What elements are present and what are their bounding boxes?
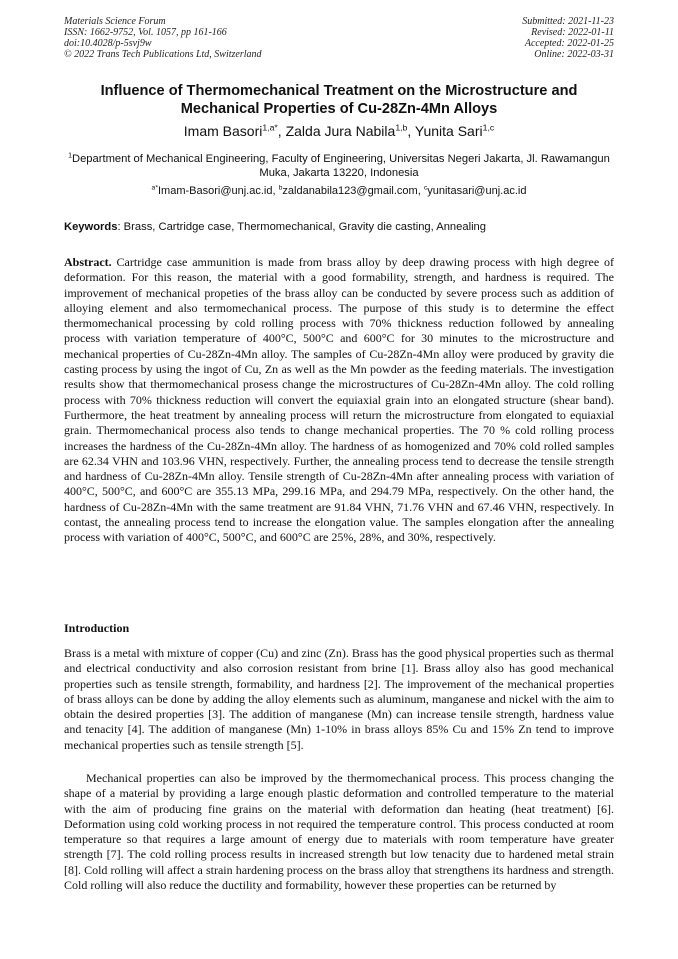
introduction-paragraph-1: Brass is a metal with mixture of copper (Cu) and zinc (Zn). Brass has the good physical properties such as thermal and electrical conductivity and also corrosion resistant from brine [1]. Brass alloy also has good mechanical properties such as tensile strength, formability, and hardness [2]. The improvement of the mechanical properties of brass alloys can be done by adding the alloy elements such as aluminum, manganese and nickel with the aim to obtain the desired properties [3]. The addition of manganese (Mn) can increase tensile strength, hardness value and tenacity [4]. The addition of manganese (Mn) 1-10% in brass alloys 85% Cu and 15% Zn tend to improve mechanical properties such as tensile strength [5]. xyxy=(64,646,614,752)
email-superscript: a* xyxy=(151,184,158,192)
author-separator: , xyxy=(407,123,415,139)
journal-issn: ISSN: 1662-9752, Vol. 1057, pp 161-166 xyxy=(64,27,227,38)
email-superscript: c xyxy=(423,184,428,192)
author-emails xyxy=(64,184,614,198)
email-address[interactable]: Imam-Basori@unj.ac.id xyxy=(157,185,273,197)
publication-dates xyxy=(522,16,614,60)
author-list xyxy=(64,123,614,139)
keywords-text: : Brass, Cartridge case, Thermomechanical, Gravity die casting, Annealing xyxy=(117,221,486,233)
date-accepted: Accepted: 2022-01-25 xyxy=(524,38,614,49)
author-name: Zalda Jura Nabila xyxy=(285,123,396,139)
email-superscript: b xyxy=(278,184,283,192)
keywords-label: Keywords xyxy=(64,221,118,233)
author-separator: , xyxy=(277,123,286,139)
journal-name: Materials Science Forum xyxy=(64,16,166,27)
journal-meta xyxy=(64,16,262,60)
introduction-paragraph-2: Mechanical properties can also be improved by the thermomechanical process. This process changing the shape of a material by providing a large enough plastic deformation and controlled temperature to the material with the aim of producing fine grains on the material with deformation dan heating (heat treatment) [6]. Deformation using cold working process in not required the temperature control. This process conducted at room temperature so that requires a large amount of energy due to materials with room temperature have greater strength [7]. The cold rolling process results in increased strength but low tenacity due to hardened metal strain [8]. Cold rolling will affect a strain hardening process on the brass alloy that strengthens its hardness and strength. Cold rolling will also reduce the ductility and formability, however these properties can be returned by xyxy=(64,771,614,893)
affiliation-text: Department of Mechanical Engineering, Faculty of Engineering, Universitas Negeri Jakarta, Jl. Rawamangun Muka, Jakarta 13220, Indonesia xyxy=(71,153,610,179)
author-name: Imam Basori xyxy=(183,123,263,139)
author-superscript: 1,a* xyxy=(262,122,278,133)
abstract xyxy=(64,255,614,546)
email-address[interactable]: zaldanabila123@gmail.com xyxy=(282,185,418,197)
section-heading-introduction: Introduction xyxy=(64,621,130,635)
author-name: Yunita Sari xyxy=(414,123,483,139)
keywords xyxy=(64,220,614,234)
journal-doi[interactable]: doi:10.4028/p-5svj9w xyxy=(64,38,152,49)
email-separator: , xyxy=(272,185,279,197)
email-separator: , xyxy=(417,185,424,197)
date-online: Online: 2022-03-31 xyxy=(534,49,614,60)
affiliation xyxy=(64,152,614,180)
abstract-label: Abstract. xyxy=(64,255,112,269)
affiliation-superscript: 1 xyxy=(68,152,72,160)
email-address[interactable]: yunitasari@unj.ac.id xyxy=(427,185,527,197)
date-revised: Revised: 2022-01-11 xyxy=(531,27,614,38)
author-superscript: 1,b xyxy=(395,122,408,133)
author-superscript: 1,c xyxy=(482,122,495,133)
journal-copyright: © 2022 Trans Tech Publications Ltd, Switzerland xyxy=(64,49,262,60)
date-submitted: Submitted: 2021-11-23 xyxy=(522,16,614,27)
abstract-text: Cartridge case ammunition is made from brass alloy by deep drawing process with high degree of deformation. For this reason, the material with a good formability, strength, and hardness is required. The improvement of mechanical propeties of the brass alloy can be conducted by severe process such as addition of alloying element and also termomechanical process. The purpose of this study is to determine the effect thermomechanical processing by cold rolling process with 70% thickness reduction followed by annealing process with variation temperature of 400°C, 500°C and 600°C for 30 minutes to the microstructure and mechanical properties of Cu-28Zn-4Mn alloy. The samples of Cu-28Zn-4Mn alloy were produced by gravity die casting process by using the ingot of Cu, Zn as well as the Mn powder as the feeding materials. The investigation results show that thermomechanical prosess change the microstructures of Cu-28Zn-4Mn alloy. The cold rolling process with 70% thickness reduction will convert the equiaxial grain into an elongated structure (shear band). Furthermore, the heat treatment by annealing process will return the microstructure from elongated to equiaxial grain. Thermomechanical process also tends to change mechanical properties. The 70 % cold rolling process increases the hardness of the Cu-28Zn-4Mn alloy. The hardness of as homogenized and 70% cold rolled samples are 62.34 VHN and 103.96 VHN, respectively. Further, the annealing process tend to decrease the tensile strength and hardness of Cu-28Zn-4Mn alloy. Tensile strength of Cu-28Zn-4Mn after annealing process with variation of 400°C, 500°C, and 600°C are 355.13 MPa, 299.16 MPa, and 294.79 MPa, respectively. On the other hand, the hardness of Cu-28Zn-4Mn with the same treatment are 91.84 VHN, 71.76 VHN and 67.46 VHN, respectively. In contast, the annealing process tend to increase the elongation value. The samples elongation after the annealing process with variation of 400°C, 500°C, and 600°C are 25%, 28%, and 30%, respectively. xyxy=(64,255,615,545)
paper-title: Influence of Thermomechanical Treatment on the Microstructure and Mechanical Properties of Cu-28Zn-4Mn Alloys xyxy=(100,83,578,117)
